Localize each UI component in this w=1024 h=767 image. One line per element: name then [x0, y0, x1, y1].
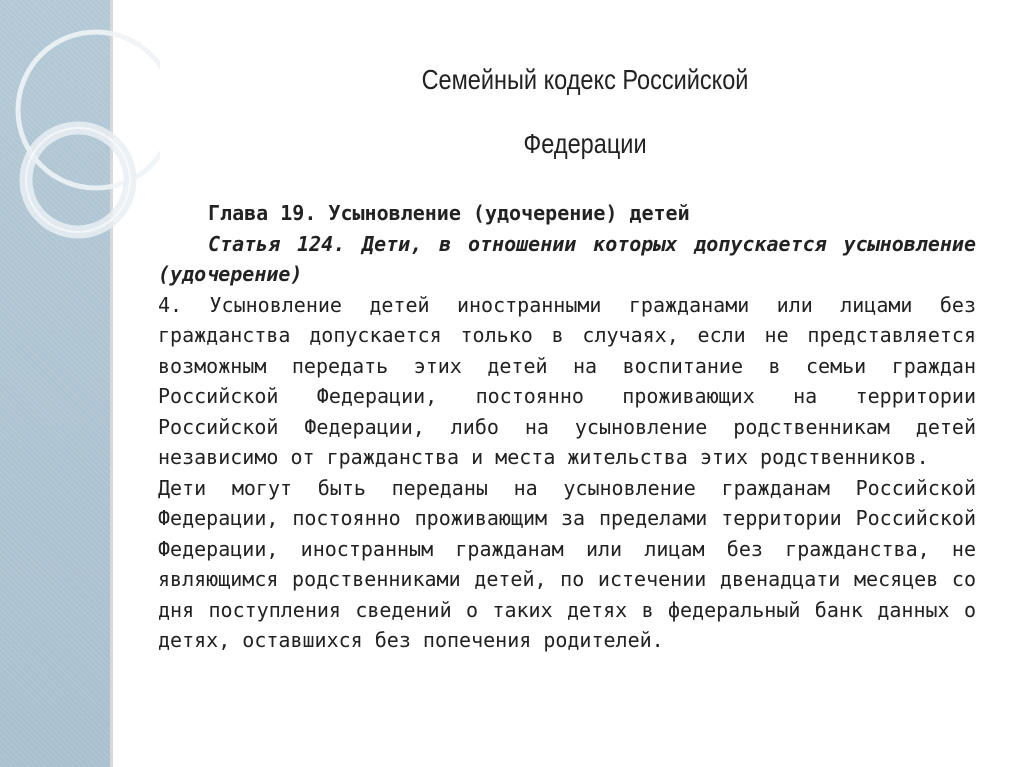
chapter-heading: Глава 19. Усыновление (удочерение) детей	[208, 201, 690, 225]
page-title-line-1: Семейный кодекс Российской	[421, 64, 749, 95]
page-title-line-2: Федерации	[523, 128, 647, 159]
paragraph-2: Дети могут быть переданы на усыновление гражданам Российской Федерации, постоянно проживающим за пределами территории Российской Федерации, иностранным гражданам или лицам без гражданства, не являющимся родственниками детей, по истечении двенадцати месяцев со дня поступления сведений о таких детях в федеральный банк данных о детях, оставшихся без попечения родителей.	[158, 475, 976, 652]
document-body	[158, 198, 976, 656]
decorative-rings-icon	[0, 0, 160, 300]
paragraph-1: 4. Усыновление детей иностранными гражданами или лицами без гражданства допускается только в случаях, если не представляется возможным передать этих детей на воспитание в семьи граждан Российской Федерации, постоянно проживающих на территории Российской Федерации, либо на усыновление родственникам детей независимо от гражданства и места жительства этих родственников.	[158, 292, 976, 469]
article-heading: Статья 124. Дети, в отношении которых допускается усыновление (удочерение)	[158, 231, 976, 286]
